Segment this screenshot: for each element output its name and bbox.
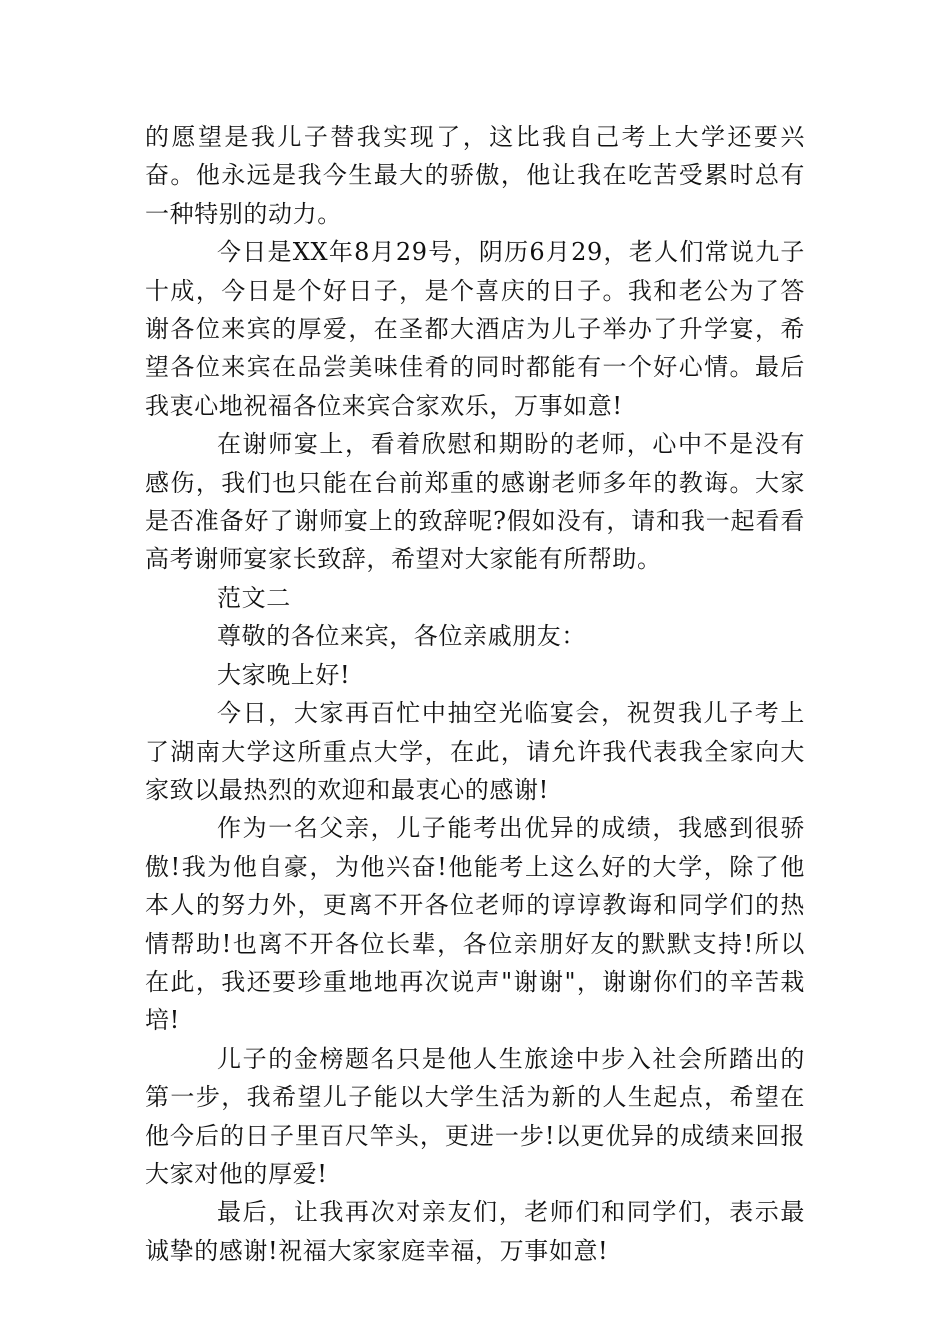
section-heading-sample-two: 范文二 <box>217 583 291 612</box>
paragraph-father-pride: 作为一名父亲，儿子能考出优异的成绩，我感到很骄傲!我为他自豪，为他兴奋!他能考上这么好的大学，除了他本人的努力外，更离不开各位老师的谆谆教诲和同学们的热情帮助!也离不开各位长辈，各位亲朋好友的默默支持!所以在此，我还要珍重地地再次说声"谢谢"，谢谢你们的辛苦栽培! <box>145 814 805 1035</box>
paragraph-welcome: 今日，大家再百忙中抽空光临宴会，祝贺我儿子考上了湖南大学这所重点大学，在此，请允许我代表我全家向大家致以最热烈的欢迎和最衷心的感谢! <box>145 699 805 804</box>
document-body <box>145 118 805 1270</box>
paragraph-date-banquet: 今日是XX年8月29号，阴历6月29，老人们常说九子十成，今日是个好日子，是个喜庆的日子。我和老公为了答谢各位来宾的厚爱，在圣都大酒店为儿子举办了升学宴，希望各位来宾在品尝美味佳肴的同时都能有一个好心情。最后我衷心地祝福各位来宾合家欢乐，万事如意! <box>145 238 805 420</box>
paragraph-salutation: 尊敬的各位来宾，各位亲戚朋友： <box>217 622 586 651</box>
paragraph-continuation: 的愿望是我儿子替我实现了，这比我自己考上大学还要兴奋。他永远是我今生最大的骄傲，他让我在吃苦受累时总有一种特别的动力。 <box>145 123 805 228</box>
paragraph-first-step: 儿子的金榜题名只是他人生旅途中步入社会所踏出的第一步，我希望儿子能以大学生活为新的人生起点，希望在他今后的日子里百尺竿头，更进一步!以更优异的成绩来回报大家对他的厚爱! <box>145 1044 805 1188</box>
paragraph-closing: 最后，让我再次对亲友们，老师们和同学们，表示最诚挚的感谢!祝福大家家庭幸福，万事如意! <box>145 1198 805 1265</box>
paragraph-teacher-banquet-intro: 在谢师宴上，看着欣慰和期盼的老师，心中不是没有感伤，我们也只能在台前郑重的感谢老师多年的教诲。大家是否准备好了谢师宴上的致辞呢?假如没有，请和我一起看看高考谢师宴家长致辞，希望对大家能有所帮助。 <box>145 430 805 574</box>
paragraph-greeting: 大家晚上好! <box>217 660 351 689</box>
